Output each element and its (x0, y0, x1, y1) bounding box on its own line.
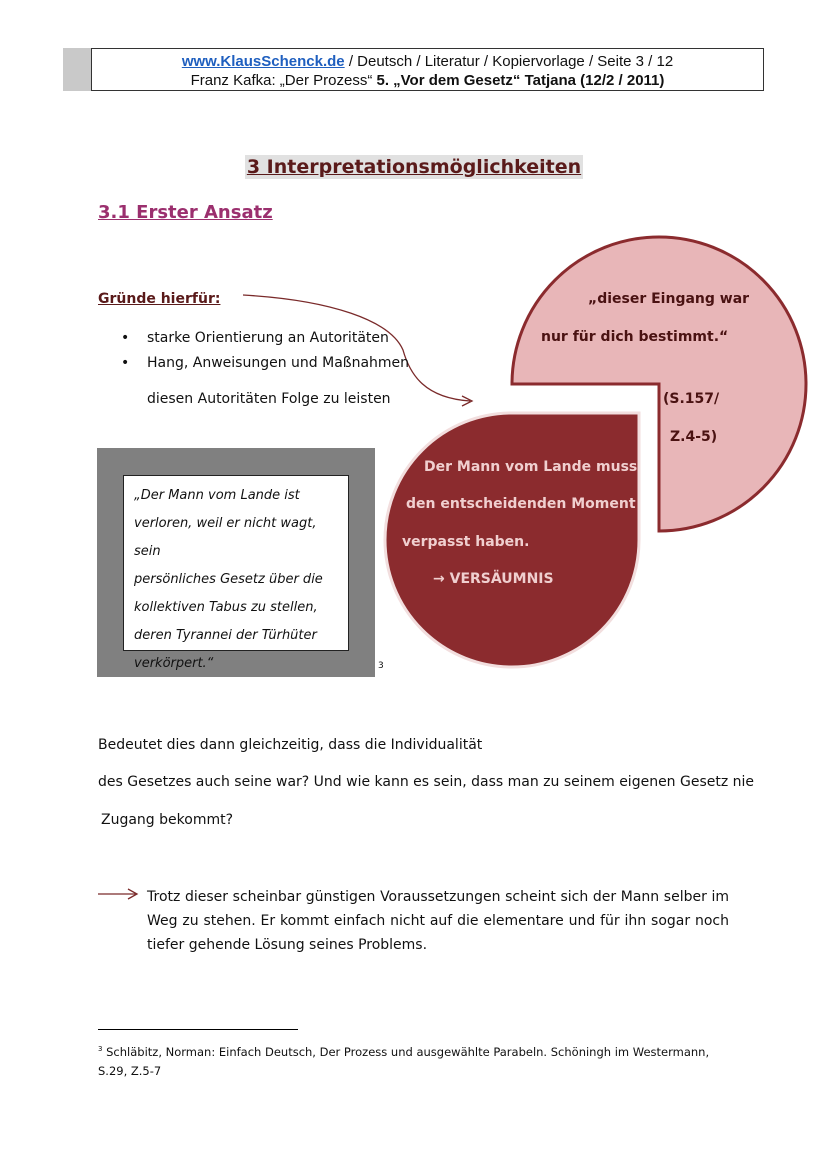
footnote-mark: 3 (98, 1045, 103, 1053)
header-path: / Deutsch / Literatur / Kopiervorlage / Seite 3 / 12 (344, 53, 674, 70)
pink-quote-line-2: nur für dich bestimmt.“ (541, 329, 729, 345)
footnote-divider (98, 1029, 298, 1030)
conclusion-paragraph: Trotz dieser scheinbar günstigen Voraussetzungen scheint sich der Mann selber im Weg zu stehen. Er kommt einfach nicht auf die elementare und für ihn sogar noch tiefer gehende Lösung seines Problems. (147, 889, 729, 953)
bullet-icon: • (121, 330, 130, 346)
question-line-1: Bedeutet dies dann gleichzeitig, dass die Individualität (98, 737, 483, 753)
reasons-heading: Gründe hierfür: (98, 291, 221, 307)
maroon-line-3: verpasst haben. (402, 534, 530, 550)
site-link[interactable]: www.KlausSchenck.de (181, 53, 345, 70)
pink-quote-line-1: „dieser Eingang war (588, 291, 750, 307)
quote-line: „Der Mann vom Lande ist (134, 488, 300, 503)
subsection-title: 3.1 Erster Ansatz (98, 202, 273, 223)
question-line-3: Zugang bekommt? (101, 812, 234, 828)
maroon-line-4: → VERSÄUMNIS (433, 571, 554, 587)
quote-line: kollektiven Tabus zu stellen, (134, 600, 318, 615)
maroon-line-1: Der Mann vom Lande muss (424, 459, 638, 475)
quote-box (123, 475, 349, 671)
curved-arrow (243, 295, 470, 401)
pink-ref-line-1: (S.157/ (663, 391, 720, 407)
header-topic: 5. „Vor dem Gesetz“ Tatjana (12/2 / 2011) (376, 72, 665, 89)
reasons-continuation: diesen Autoritäten Folge zu leisten (147, 391, 391, 407)
section-title: 3 Interpretationsmöglichkeiten (246, 156, 582, 178)
quote-line: verloren, weil er nicht wagt, sein (134, 516, 317, 559)
quote-footnote-mark[interactable]: 3 (378, 661, 384, 671)
pink-ref-line-2: Z.4-5) (670, 429, 718, 445)
footnote (98, 1040, 738, 1081)
quote-line: persönliches Gesetz über die (134, 572, 323, 587)
quote-line: deren Tyrannei der Türhüter (134, 628, 317, 643)
question-line-2: des Gesetzes auch seine war? Und wie kann es sein, dass man zu seinem eigenen Gesetz nie (98, 774, 755, 790)
header-work: Franz Kafka: „Der Prozess“ (190, 72, 377, 89)
quote-line: verkörpert.“ (134, 656, 214, 671)
footnote-text: Schläbitz, Norman: Einfach Deutsch, Der Prozess und ausgewählte Parabeln. Schöningh im Westermann, S.29, Z.5-7 (98, 1044, 710, 1078)
bullet-icon: • (121, 355, 130, 371)
maroon-line-2: den entscheidenden Moment (406, 496, 636, 512)
